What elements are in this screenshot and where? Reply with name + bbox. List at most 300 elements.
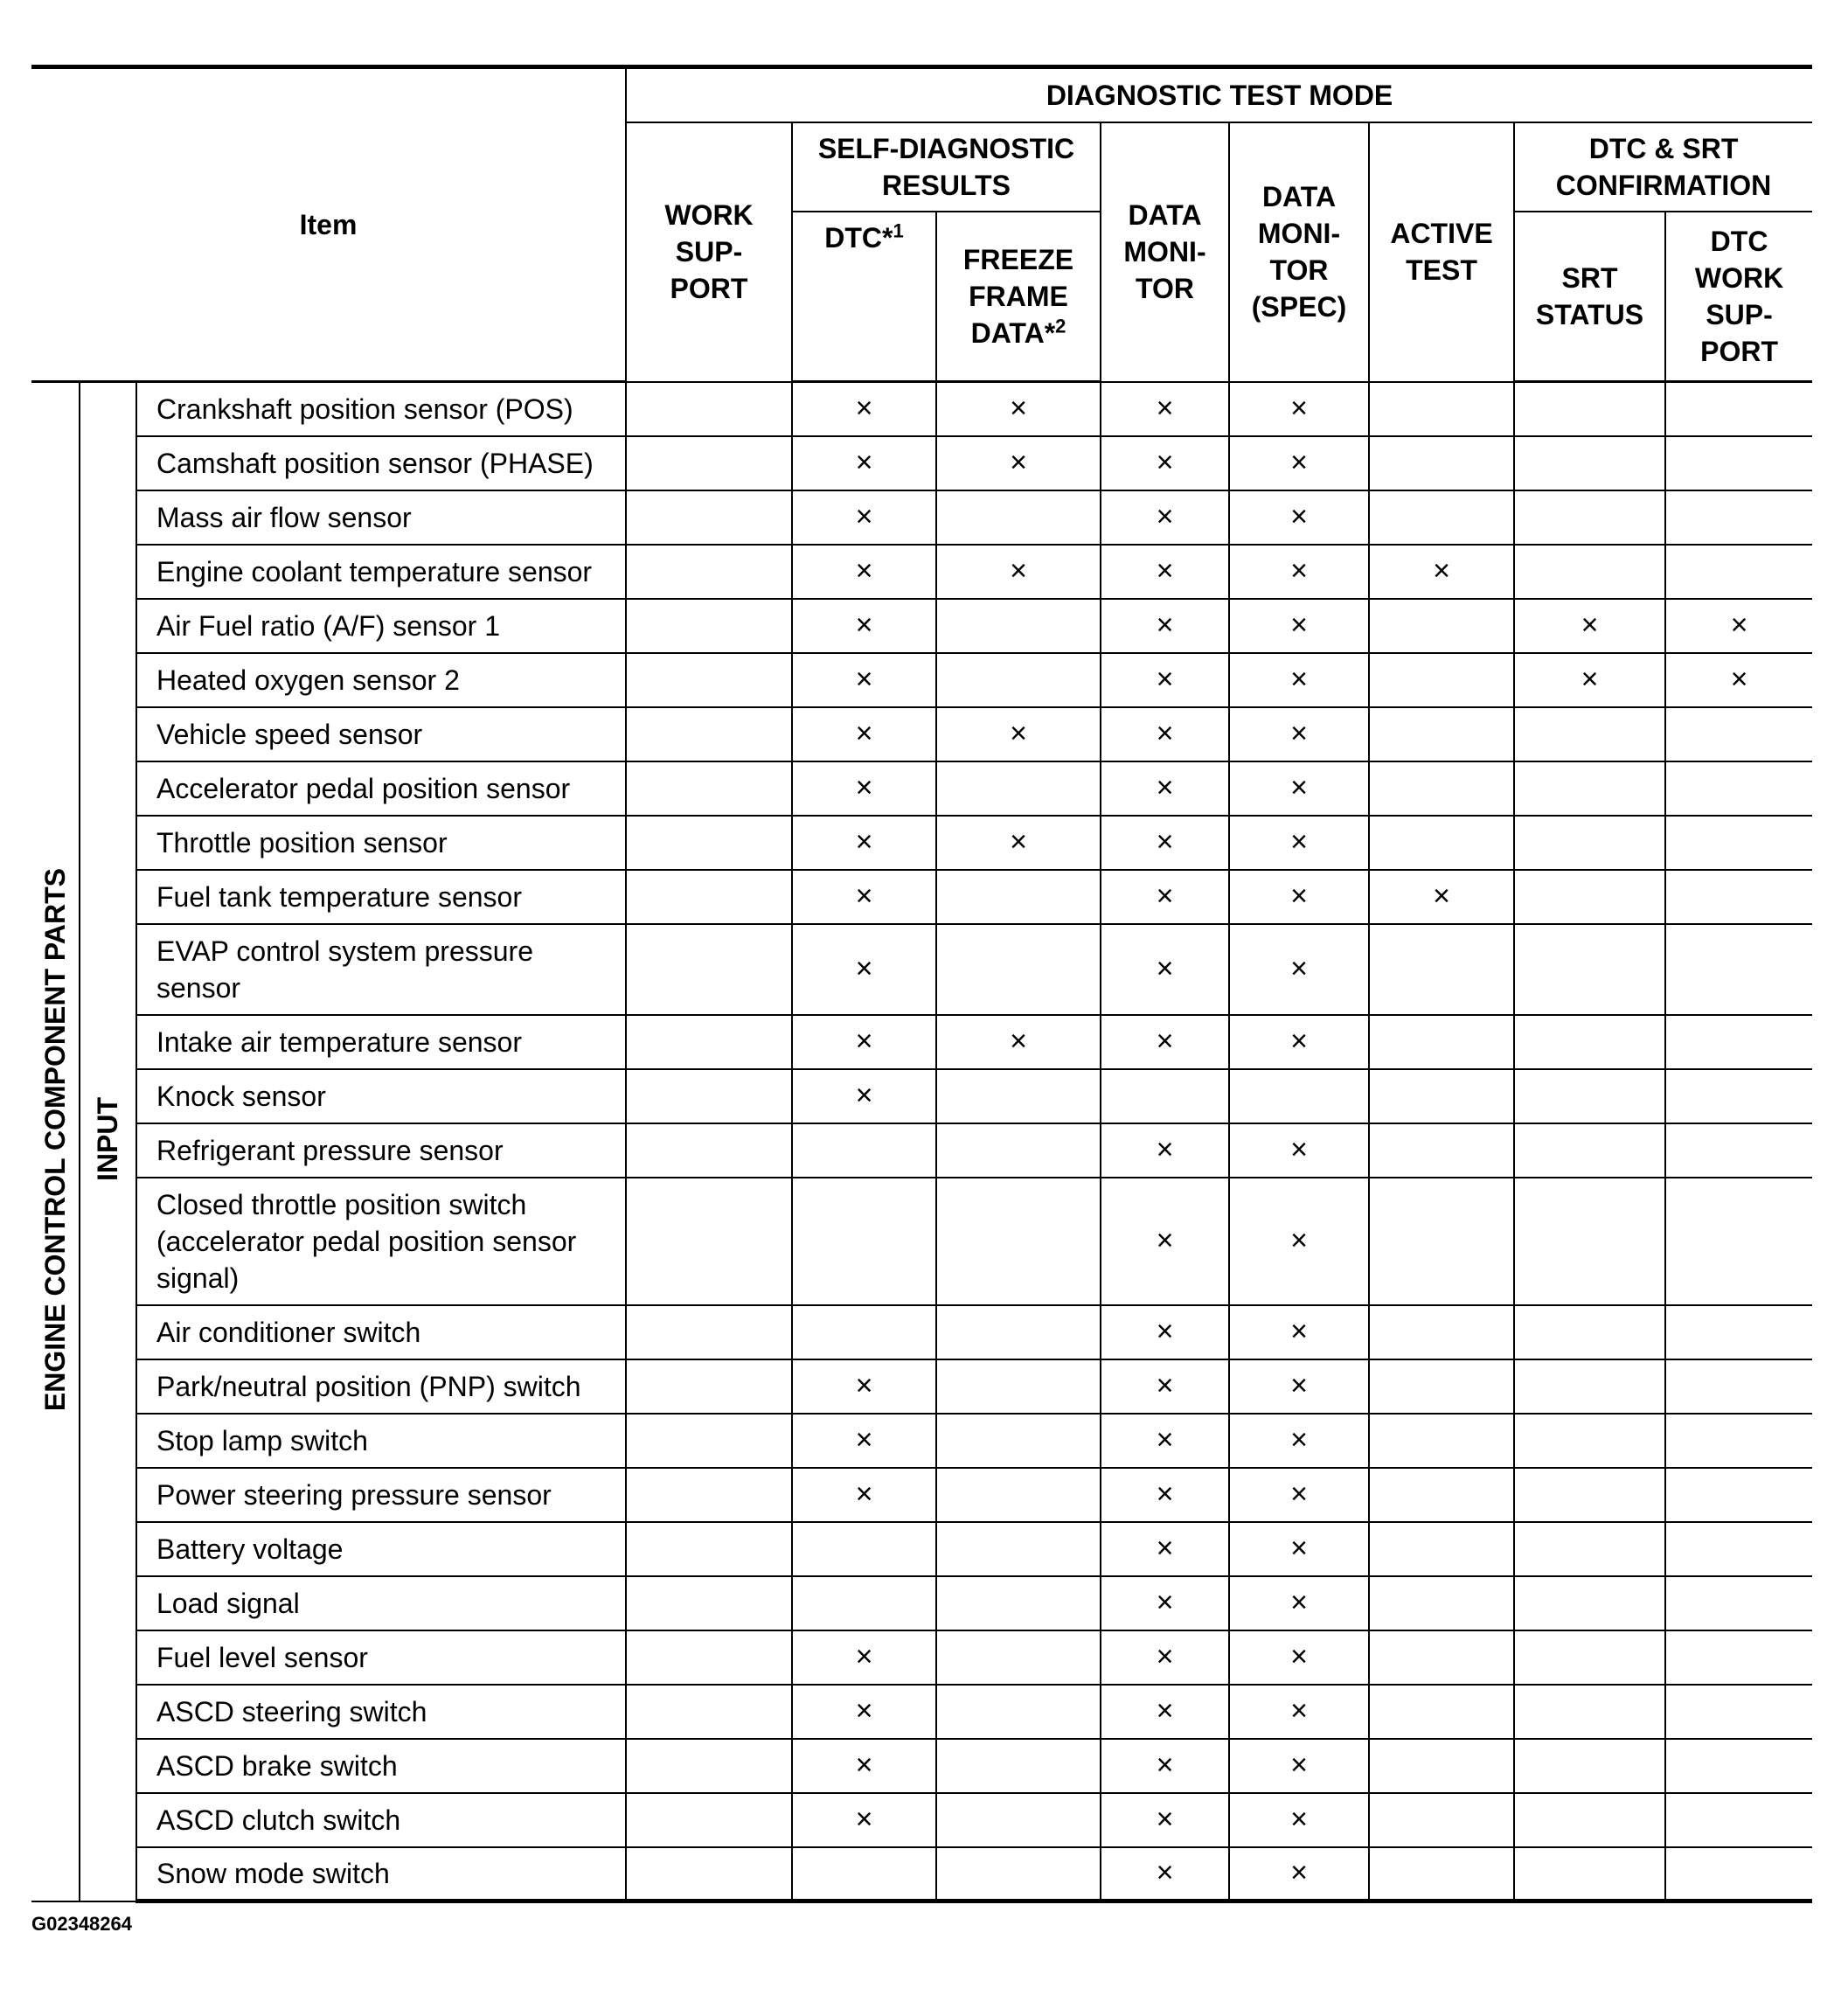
mark-cell bbox=[936, 1178, 1101, 1305]
x-mark-icon: × bbox=[1156, 1856, 1174, 1890]
x-mark-icon: × bbox=[855, 717, 873, 750]
item-cell bbox=[136, 1305, 626, 1359]
mark-cell bbox=[626, 1793, 792, 1847]
x-mark-icon: × bbox=[1290, 1640, 1308, 1673]
item-cell bbox=[136, 490, 626, 545]
mark-cell bbox=[936, 490, 1101, 545]
table-row bbox=[31, 1015, 1812, 1069]
x-mark-icon: × bbox=[1290, 1224, 1308, 1257]
mark-cell bbox=[1514, 1522, 1665, 1576]
mark-cell bbox=[936, 545, 1101, 599]
mark-cell bbox=[1514, 1305, 1665, 1359]
mark-cell bbox=[936, 761, 1101, 816]
mark-cell bbox=[1369, 1522, 1514, 1576]
mark-cell bbox=[1101, 1793, 1229, 1847]
item-label: Air Fuel ratio (A/F) sensor 1 bbox=[156, 609, 500, 642]
table-body bbox=[31, 382, 1812, 1901]
mark-cell bbox=[626, 761, 792, 816]
x-mark-icon: × bbox=[1156, 717, 1174, 750]
x-mark-icon: × bbox=[855, 1025, 873, 1058]
table-row bbox=[31, 490, 1812, 545]
x-mark-icon: × bbox=[1290, 1477, 1308, 1511]
mark-cell bbox=[1229, 1739, 1369, 1793]
mark-cell bbox=[1369, 1630, 1514, 1685]
mark-cell bbox=[626, 707, 792, 761]
item-label: Fuel level sensor bbox=[156, 1641, 368, 1673]
mark-cell bbox=[792, 1630, 936, 1685]
x-mark-icon: × bbox=[855, 825, 873, 858]
item-cell bbox=[136, 924, 626, 1015]
item-label: Closed throttle position switch bbox=[156, 1188, 527, 1220]
mark-cell bbox=[1514, 1685, 1665, 1739]
item-label: ASCD brake switch bbox=[156, 1749, 398, 1782]
item-cell bbox=[136, 1015, 626, 1069]
mark-cell bbox=[1101, 924, 1229, 1015]
mark-cell bbox=[1369, 1576, 1514, 1630]
mark-cell bbox=[1514, 1576, 1665, 1630]
mark-cell bbox=[1229, 1576, 1369, 1630]
mark-cell bbox=[1665, 382, 1812, 436]
mark-cell bbox=[1369, 1359, 1514, 1414]
item-cell bbox=[136, 1630, 626, 1685]
x-mark-icon: × bbox=[1156, 446, 1174, 479]
x-mark-icon: × bbox=[1290, 554, 1308, 587]
mark-cell bbox=[1665, 707, 1812, 761]
x-mark-icon: × bbox=[855, 1748, 873, 1782]
table-row bbox=[31, 1414, 1812, 1468]
mark-cell bbox=[1369, 653, 1514, 707]
item-cell bbox=[136, 1359, 626, 1414]
mark-cell bbox=[936, 1123, 1101, 1178]
x-mark-icon: × bbox=[1581, 608, 1599, 642]
item-label: Intake air temperature sensor bbox=[156, 1025, 522, 1058]
mark-cell bbox=[792, 1069, 936, 1123]
mark-cell bbox=[1514, 1468, 1665, 1522]
item-cell bbox=[136, 707, 626, 761]
mark-cell bbox=[936, 436, 1101, 490]
mark-cell bbox=[1369, 1468, 1514, 1522]
mark-cell bbox=[792, 816, 936, 870]
item-label: Refrigerant pressure sensor bbox=[156, 1134, 504, 1166]
mark-cell bbox=[936, 924, 1101, 1015]
item-label: signal) bbox=[156, 1262, 240, 1294]
mark-cell bbox=[936, 653, 1101, 707]
table-row bbox=[31, 1793, 1812, 1847]
mark-cell bbox=[1101, 1359, 1229, 1414]
table-row bbox=[31, 816, 1812, 870]
mark-cell bbox=[626, 653, 792, 707]
mark-cell bbox=[1665, 1015, 1812, 1069]
mark-cell bbox=[626, 1739, 792, 1793]
table-row bbox=[31, 1522, 1812, 1576]
mark-cell bbox=[626, 1685, 792, 1739]
mark-cell bbox=[936, 599, 1101, 653]
x-mark-icon: × bbox=[1156, 771, 1174, 804]
x-mark-icon: × bbox=[855, 554, 873, 587]
x-mark-icon: × bbox=[1156, 1369, 1174, 1402]
item-cell bbox=[136, 870, 626, 924]
mark-cell bbox=[626, 599, 792, 653]
mark-cell bbox=[936, 1069, 1101, 1123]
subgroup-label-cell bbox=[80, 382, 136, 1901]
table-row bbox=[31, 1468, 1812, 1522]
mark-cell bbox=[1665, 1739, 1812, 1793]
mark-cell bbox=[1514, 382, 1665, 436]
mark-cell bbox=[1369, 924, 1514, 1015]
mark-cell bbox=[1514, 924, 1665, 1015]
mark-cell bbox=[1229, 816, 1369, 870]
mark-cell bbox=[1229, 1015, 1369, 1069]
mark-cell bbox=[1369, 1305, 1514, 1359]
x-mark-icon: × bbox=[1290, 1315, 1308, 1348]
x-mark-icon: × bbox=[1290, 771, 1308, 804]
mark-cell bbox=[1229, 1685, 1369, 1739]
table-row bbox=[31, 761, 1812, 816]
mark-cell bbox=[1101, 1576, 1229, 1630]
mark-cell bbox=[1229, 1522, 1369, 1576]
mark-cell bbox=[1665, 490, 1812, 545]
mark-cell bbox=[1369, 1015, 1514, 1069]
item-label: ASCD clutch switch bbox=[156, 1804, 401, 1836]
mark-cell bbox=[1514, 545, 1665, 599]
item-label: Park/neutral position (PNP) switch bbox=[156, 1370, 581, 1402]
item-label: Vehicle speed sensor bbox=[156, 718, 423, 750]
mark-cell bbox=[1229, 545, 1369, 599]
x-mark-icon: × bbox=[1290, 1803, 1308, 1836]
mark-cell bbox=[1665, 1305, 1812, 1359]
mark-cell bbox=[1514, 1015, 1665, 1069]
item-label: Knock sensor bbox=[156, 1080, 326, 1112]
x-mark-icon: × bbox=[1156, 1423, 1174, 1456]
x-mark-icon: × bbox=[855, 1640, 873, 1673]
mark-cell bbox=[936, 870, 1101, 924]
group-label: ENGINE CONTROL COMPONENT PARTS bbox=[38, 867, 71, 1411]
mark-cell bbox=[792, 382, 936, 436]
mark-cell bbox=[1514, 599, 1665, 653]
x-mark-icon: × bbox=[855, 879, 873, 913]
mark-cell bbox=[1229, 436, 1369, 490]
x-mark-icon: × bbox=[1156, 1224, 1174, 1257]
mark-cell bbox=[1101, 490, 1229, 545]
x-mark-icon: × bbox=[1010, 392, 1027, 426]
x-mark-icon: × bbox=[855, 952, 873, 985]
x-mark-icon: × bbox=[1010, 446, 1027, 479]
table-row bbox=[31, 1739, 1812, 1793]
mark-cell bbox=[1101, 653, 1229, 707]
x-mark-icon: × bbox=[1010, 825, 1027, 858]
group-label-cell bbox=[31, 382, 80, 1901]
x-mark-icon: × bbox=[1730, 608, 1748, 642]
mark-cell bbox=[1229, 1468, 1369, 1522]
mark-cell bbox=[1665, 1178, 1812, 1305]
x-mark-icon: × bbox=[855, 771, 873, 804]
item-label: Accelerator pedal position sensor bbox=[156, 772, 571, 804]
mark-cell bbox=[626, 1576, 792, 1630]
x-mark-icon: × bbox=[1290, 1748, 1308, 1782]
x-mark-icon: × bbox=[1290, 1856, 1308, 1890]
mark-cell bbox=[792, 1522, 936, 1576]
x-mark-icon: × bbox=[1290, 1586, 1308, 1619]
mark-cell bbox=[792, 1793, 936, 1847]
item-cell bbox=[136, 1576, 626, 1630]
mark-cell bbox=[1101, 870, 1229, 924]
x-mark-icon: × bbox=[1290, 1369, 1308, 1402]
table-row bbox=[31, 599, 1812, 653]
table-row bbox=[31, 924, 1812, 1015]
item-cell bbox=[136, 1739, 626, 1793]
mark-cell bbox=[1229, 924, 1369, 1015]
item-header: Item bbox=[31, 67, 626, 382]
x-mark-icon: × bbox=[1290, 392, 1308, 425]
mark-cell bbox=[1514, 490, 1665, 545]
mark-cell bbox=[1101, 816, 1229, 870]
x-mark-icon: × bbox=[855, 1694, 873, 1727]
mark-cell bbox=[1665, 1630, 1812, 1685]
x-mark-icon: × bbox=[855, 1803, 873, 1836]
mark-cell bbox=[936, 1522, 1101, 1576]
item-label: (accelerator pedal position sensor bbox=[156, 1225, 577, 1257]
diagnostic-test-mode-table bbox=[31, 65, 1812, 1903]
x-mark-icon: × bbox=[1156, 608, 1174, 642]
freeze-frame-data-header: FREEZE FRAME DATA*$^2$ bbox=[936, 212, 1101, 382]
item-label: Camshaft position sensor (PHASE) bbox=[156, 447, 594, 479]
mark-cell bbox=[626, 1069, 792, 1123]
mark-cell bbox=[1369, 870, 1514, 924]
subgroup-label: INPUT bbox=[92, 1097, 123, 1182]
mark-cell bbox=[1101, 1069, 1229, 1123]
item-label: Fuel tank temperature sensor bbox=[156, 880, 522, 913]
x-mark-icon: × bbox=[1156, 1477, 1174, 1511]
mark-cell bbox=[792, 1178, 936, 1305]
item-label: Crankshaft position sensor (POS) bbox=[156, 393, 573, 425]
mark-cell bbox=[1514, 436, 1665, 490]
x-mark-icon: × bbox=[1156, 1803, 1174, 1836]
mark-cell bbox=[1514, 1847, 1665, 1901]
table-row bbox=[31, 1359, 1812, 1414]
x-mark-icon: × bbox=[855, 392, 873, 426]
mark-cell bbox=[626, 1847, 792, 1901]
dtc-srt-confirmation-header: DTC & SRT CONFIRMATION bbox=[1514, 122, 1812, 212]
item-cell bbox=[136, 1847, 626, 1901]
mark-cell bbox=[1229, 1359, 1369, 1414]
mark-cell bbox=[1514, 707, 1665, 761]
mark-cell bbox=[626, 924, 792, 1015]
srt-status-header: SRT STATUS bbox=[1514, 212, 1665, 382]
x-mark-icon: × bbox=[1290, 500, 1308, 533]
mark-cell bbox=[936, 1305, 1101, 1359]
mark-cell bbox=[626, 1522, 792, 1576]
figure-id: G02348264 bbox=[31, 1913, 132, 1935]
item-label: Snow mode switch bbox=[156, 1857, 390, 1889]
item-label: Stop lamp switch bbox=[156, 1424, 368, 1456]
x-mark-icon: × bbox=[1290, 879, 1308, 913]
mark-cell bbox=[1665, 1847, 1812, 1901]
mark-cell bbox=[936, 1468, 1101, 1522]
x-mark-icon: × bbox=[1156, 952, 1174, 985]
item-label: Throttle position sensor bbox=[156, 826, 448, 858]
table-row bbox=[31, 436, 1812, 490]
mark-cell bbox=[626, 816, 792, 870]
mark-cell bbox=[1101, 1739, 1229, 1793]
table-row bbox=[31, 707, 1812, 761]
item-cell bbox=[136, 1468, 626, 1522]
item-cell bbox=[136, 1178, 626, 1305]
item-cell bbox=[136, 1793, 626, 1847]
x-mark-icon: × bbox=[1290, 1423, 1308, 1456]
item-cell bbox=[136, 1069, 626, 1123]
mark-cell bbox=[1665, 816, 1812, 870]
mark-cell bbox=[792, 545, 936, 599]
mark-cell bbox=[626, 1468, 792, 1522]
mark-cell bbox=[1514, 1178, 1665, 1305]
mark-cell bbox=[792, 490, 936, 545]
mark-cell bbox=[1665, 1522, 1812, 1576]
x-mark-icon: × bbox=[1010, 717, 1027, 750]
mark-cell bbox=[626, 490, 792, 545]
mark-cell bbox=[1229, 1178, 1369, 1305]
mark-cell bbox=[1665, 545, 1812, 599]
mark-cell bbox=[1229, 1123, 1369, 1178]
mark-cell bbox=[1229, 1847, 1369, 1901]
mark-cell bbox=[936, 816, 1101, 870]
item-label: Power steering pressure sensor bbox=[156, 1478, 552, 1511]
x-mark-icon: × bbox=[1156, 1025, 1174, 1058]
mark-cell bbox=[626, 1359, 792, 1414]
mark-cell bbox=[936, 1359, 1101, 1414]
mark-cell bbox=[1665, 761, 1812, 816]
table-row bbox=[31, 870, 1812, 924]
mark-cell bbox=[792, 1739, 936, 1793]
x-mark-icon: × bbox=[1010, 554, 1027, 587]
x-mark-icon: × bbox=[1290, 446, 1308, 479]
table-row bbox=[31, 1685, 1812, 1739]
mark-cell bbox=[1514, 1739, 1665, 1793]
mark-cell bbox=[1369, 490, 1514, 545]
mark-cell bbox=[792, 1414, 936, 1468]
item-label: Engine coolant temperature sensor bbox=[156, 555, 593, 587]
x-mark-icon: × bbox=[1010, 1025, 1027, 1058]
mark-cell bbox=[792, 1576, 936, 1630]
mark-cell bbox=[1229, 707, 1369, 761]
mark-cell bbox=[1514, 1630, 1665, 1685]
mark-cell bbox=[1514, 816, 1665, 870]
mark-cell bbox=[1229, 1069, 1369, 1123]
item-cell bbox=[136, 436, 626, 490]
x-mark-icon: × bbox=[1156, 825, 1174, 858]
mark-cell bbox=[1665, 870, 1812, 924]
x-mark-icon: × bbox=[1156, 1532, 1174, 1565]
item-cell bbox=[136, 816, 626, 870]
mark-cell bbox=[626, 382, 792, 436]
mark-cell bbox=[936, 1847, 1101, 1901]
mark-cell bbox=[792, 1359, 936, 1414]
x-mark-icon: × bbox=[1290, 1694, 1308, 1727]
x-mark-icon: × bbox=[1290, 952, 1308, 985]
work-support-header: WORK SUP- PORT bbox=[626, 122, 792, 382]
x-mark-icon: × bbox=[1433, 554, 1450, 587]
table-row bbox=[31, 1630, 1812, 1685]
item-cell bbox=[136, 1522, 626, 1576]
mark-cell bbox=[626, 1123, 792, 1178]
mark-cell bbox=[792, 870, 936, 924]
item-cell bbox=[136, 1123, 626, 1178]
self-diagnostic-results-header: SELF-DIAGNOSTIC RESULTS bbox=[792, 122, 1101, 212]
item-label: Air conditioner switch bbox=[156, 1316, 421, 1348]
table-row bbox=[31, 1069, 1812, 1123]
mark-cell bbox=[626, 870, 792, 924]
mark-cell bbox=[626, 1015, 792, 1069]
x-mark-icon: × bbox=[1156, 392, 1174, 425]
mark-cell bbox=[1101, 599, 1229, 653]
mark-cell bbox=[1101, 382, 1229, 436]
x-mark-icon: × bbox=[855, 1423, 873, 1456]
mark-cell bbox=[1369, 545, 1514, 599]
mark-cell bbox=[1665, 653, 1812, 707]
mark-cell bbox=[1514, 870, 1665, 924]
table-row bbox=[31, 545, 1812, 599]
mark-cell bbox=[936, 1793, 1101, 1847]
mark-cell bbox=[792, 1685, 936, 1739]
item-label: Mass air flow sensor bbox=[156, 501, 412, 533]
item-label: Battery voltage bbox=[156, 1533, 344, 1565]
x-mark-icon: × bbox=[855, 446, 873, 479]
x-mark-icon: × bbox=[855, 608, 873, 642]
mark-cell bbox=[626, 436, 792, 490]
x-mark-icon: × bbox=[1290, 1133, 1308, 1166]
item-label: sensor bbox=[156, 971, 241, 1004]
mark-cell bbox=[1369, 1793, 1514, 1847]
dtc-work-support-header: DTC WORK SUP- PORT bbox=[1665, 212, 1812, 382]
mark-cell bbox=[1369, 1069, 1514, 1123]
data-monitor-spec-header: DATA MONI- TOR (SPEC) bbox=[1229, 122, 1369, 382]
mark-cell bbox=[1514, 761, 1665, 816]
mark-cell bbox=[792, 707, 936, 761]
x-mark-icon: × bbox=[1290, 1532, 1308, 1565]
mark-cell bbox=[1369, 382, 1514, 436]
item-label: Heated oxygen sensor 2 bbox=[156, 664, 460, 696]
mark-cell bbox=[792, 1305, 936, 1359]
mark-cell bbox=[1665, 1793, 1812, 1847]
mark-cell bbox=[936, 1685, 1101, 1739]
x-mark-icon: × bbox=[1156, 554, 1174, 587]
mark-cell bbox=[1229, 653, 1369, 707]
mark-cell bbox=[1101, 1178, 1229, 1305]
mark-cell bbox=[1101, 436, 1229, 490]
x-mark-icon: × bbox=[1290, 717, 1308, 750]
mark-cell bbox=[626, 1414, 792, 1468]
mark-cell bbox=[1514, 1414, 1665, 1468]
item-cell bbox=[136, 1414, 626, 1468]
table-row bbox=[31, 653, 1812, 707]
mark-cell bbox=[1101, 707, 1229, 761]
x-mark-icon: × bbox=[1156, 879, 1174, 913]
mark-cell bbox=[1101, 1015, 1229, 1069]
mark-cell bbox=[1369, 1847, 1514, 1901]
mark-cell bbox=[792, 1015, 936, 1069]
active-test-header: ACTIVE TEST bbox=[1369, 122, 1514, 382]
x-mark-icon: × bbox=[1156, 1640, 1174, 1673]
mark-cell bbox=[1229, 382, 1369, 436]
mark-cell bbox=[1665, 1359, 1812, 1414]
mark-cell bbox=[936, 1739, 1101, 1793]
mark-cell bbox=[1229, 870, 1369, 924]
mark-cell bbox=[1665, 599, 1812, 653]
mark-cell bbox=[626, 1178, 792, 1305]
mark-cell bbox=[1369, 599, 1514, 653]
table-row bbox=[31, 1305, 1812, 1359]
mark-cell bbox=[1514, 653, 1665, 707]
mark-cell bbox=[1665, 924, 1812, 1015]
